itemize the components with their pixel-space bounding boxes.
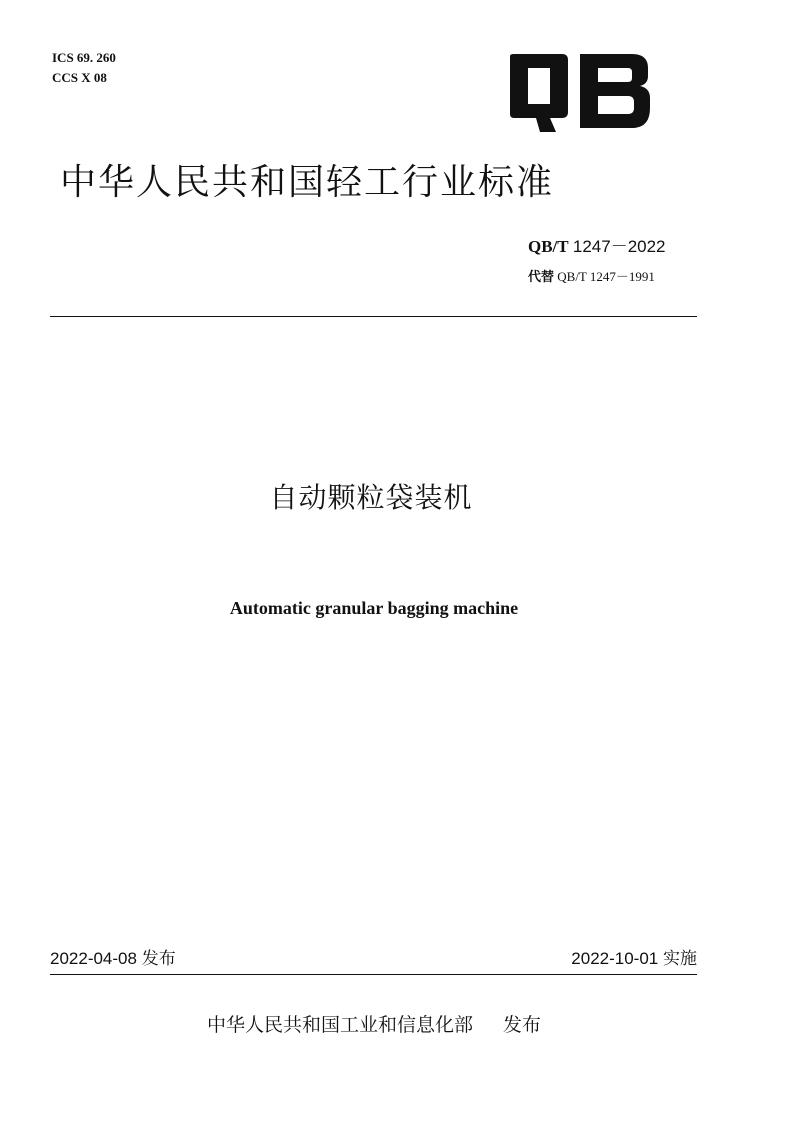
- standard-number: [528, 232, 666, 257]
- classification-codes: [52, 48, 116, 88]
- standard-category-title: 中华人民共和国轻工行业标准: [60, 162, 555, 203]
- publish-date: 2022-04-08: [50, 949, 137, 968]
- implement-date: 2022-10-01: [571, 949, 659, 968]
- standard-number-prefix: QB/T: [528, 237, 569, 256]
- qb-logo: [500, 24, 660, 154]
- standard-number-value: 1247－2022: [572, 237, 666, 256]
- logo-letter-b: [580, 54, 650, 128]
- publisher-line: [0, 1010, 748, 1037]
- replaces-line: [528, 266, 655, 285]
- document-title-cn: 自动颗粒袋装机: [269, 481, 473, 514]
- logo-letter-q: [510, 54, 568, 132]
- publisher-issued-label: 发布: [503, 1014, 542, 1036]
- top-divider: [50, 316, 697, 317]
- replaces-number: QB/T 1247－1991: [557, 269, 655, 284]
- bottom-divider: [50, 974, 697, 975]
- document-title-en: Automatic granular bagging machine: [229, 598, 519, 618]
- publish-label: 发布: [141, 949, 176, 969]
- ics-code: ICS 69. 260: [52, 50, 116, 65]
- publisher-name: 中华人民共和国工业和信息化部: [206, 1014, 473, 1036]
- publish-date-line: [50, 944, 176, 969]
- implement-date-line: [571, 944, 697, 969]
- implement-label: 实施: [663, 949, 697, 969]
- ccs-code: CCS X 08: [52, 70, 107, 85]
- replaces-label: 代替: [528, 270, 555, 285]
